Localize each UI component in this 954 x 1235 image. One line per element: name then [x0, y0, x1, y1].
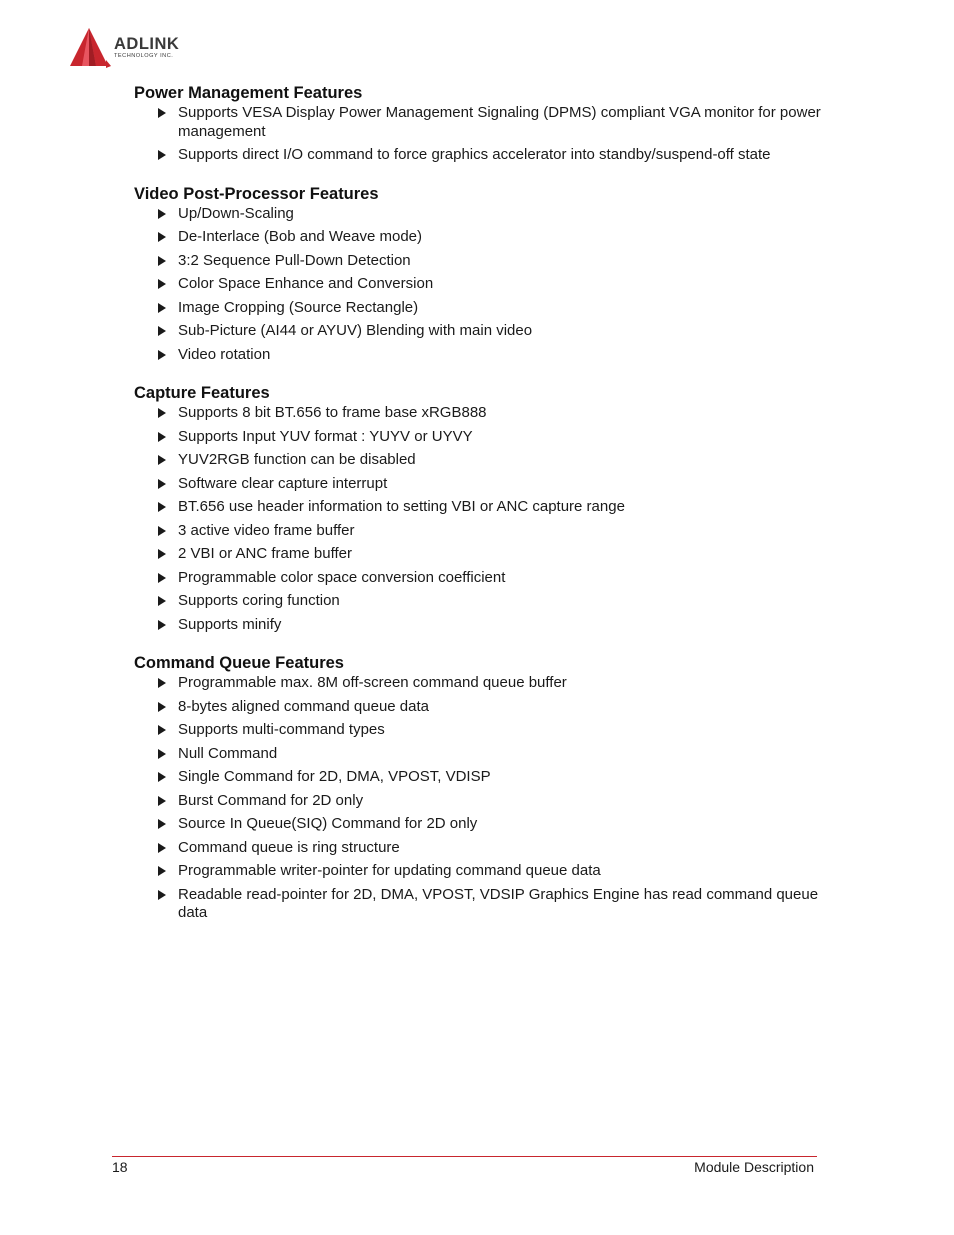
triangle-bullet-icon — [158, 279, 166, 289]
list-item-text: Supports Input YUV format : YUYV or UYVY — [178, 427, 473, 445]
list-item — [134, 569, 824, 588]
triangle-bullet-icon — [158, 596, 166, 606]
list-item — [134, 862, 824, 881]
list-item — [134, 275, 824, 294]
triangle-bullet-icon — [158, 232, 166, 242]
list-item-text: Burst Command for 2D only — [178, 791, 364, 809]
list-item — [134, 792, 824, 811]
triangle-bullet-icon — [158, 150, 166, 160]
section-heading: Video Post-Processor Features — [134, 184, 379, 203]
triangle-bullet-icon — [158, 479, 166, 489]
triangle-bullet-icon — [158, 408, 166, 418]
logo-subtext: TECHNOLOGY INC. — [114, 53, 174, 59]
list-item-text: 3 active video frame buffer — [178, 521, 355, 539]
triangle-bullet-icon — [158, 303, 166, 313]
triangle-bullet-icon — [158, 702, 166, 712]
triangle-bullet-icon — [158, 772, 166, 782]
list-item-text: Single Command for 2D, DMA, VPOST, VDISP — [178, 768, 491, 785]
list-item — [134, 475, 824, 494]
section-heading: Command Queue Features — [134, 654, 344, 672]
list-item-text: Programmable max. 8M off-screen command queue buffer — [178, 674, 567, 691]
triangle-bullet-icon — [158, 725, 166, 735]
triangle-bullet-icon — [158, 432, 166, 442]
list-item-text: De-Interlace (Bob and Weave mode) — [178, 228, 423, 245]
list-item-text: Programmable writer-pointer for updating command queue data — [178, 862, 601, 879]
logo-wordmark: ADLINK — [114, 35, 180, 53]
section — [134, 184, 824, 365]
list-item-text: Supports direct I/O command to force graphics accelerator into standby/suspend-off state — [178, 146, 771, 163]
triangle-bullet-icon — [158, 502, 166, 512]
list-item — [134, 451, 824, 470]
list-item — [134, 616, 824, 635]
list-item-text: Readable read-pointer for 2D, DMA, VPOST, VDSIP Graphics Engine has read command queue data — [178, 885, 819, 921]
list-item-text: YUV2RGB function can be disabled — [178, 451, 416, 468]
list-item-text: BT.656 use header information to setting VBI or ANC capture range — [178, 498, 625, 515]
list-item-text: Supports coring function — [178, 592, 340, 609]
list-item — [134, 674, 824, 693]
triangle-bullet-icon — [158, 209, 166, 219]
bullet-list — [134, 674, 824, 923]
logo-triangle-icon — [70, 28, 112, 70]
list-item-text: Command queue is ring structure — [178, 838, 400, 856]
list-item — [134, 522, 824, 541]
triangle-bullet-icon — [158, 549, 166, 559]
list-item — [134, 592, 824, 611]
list-item — [134, 815, 824, 834]
bullet-list — [134, 205, 824, 365]
triangle-bullet-icon — [158, 256, 166, 266]
section — [134, 83, 824, 165]
section — [134, 383, 824, 634]
triangle-bullet-icon — [158, 526, 166, 536]
list-item-text: Programmable color space conversion coefficient — [178, 568, 506, 586]
list-item — [134, 146, 824, 165]
list-item — [134, 886, 824, 923]
bullet-list — [134, 104, 824, 165]
list-item — [134, 322, 824, 341]
list-item — [134, 205, 824, 224]
triangle-bullet-icon — [158, 843, 166, 853]
list-item-text: Supports multi-command types — [178, 721, 385, 738]
document-body — [134, 83, 824, 942]
list-item-text: Image Cropping (Source Rectangle) — [178, 298, 419, 316]
list-item — [134, 104, 824, 141]
triangle-bullet-icon — [158, 620, 166, 630]
list-item-text: Supports minify — [178, 615, 282, 633]
list-item-text: Software clear capture interrupt — [178, 474, 388, 492]
list-item-text: Sub-Picture (AI44 or AYUV) Blending with main video — [178, 322, 533, 339]
list-item-text: Video rotation — [178, 345, 271, 363]
list-item-text: Up/Down-Scaling — [178, 204, 294, 222]
triangle-bullet-icon — [158, 796, 166, 806]
list-item — [134, 428, 824, 447]
section-heading: Power Management Features — [134, 84, 363, 102]
triangle-bullet-icon — [158, 866, 166, 876]
company-logo — [70, 28, 210, 70]
list-item — [134, 545, 824, 564]
list-item — [134, 346, 824, 365]
list-item-text: 8-bytes aligned command queue data — [178, 697, 430, 715]
list-item-text: 3:2 Sequence Pull-Down Detection — [178, 251, 411, 269]
section — [134, 653, 824, 923]
list-item-text: Supports VESA Display Power Management Signaling (DPMS) compliant VGA monitor for power management — [178, 104, 821, 140]
list-item-text: 2 VBI or ANC frame buffer — [178, 545, 352, 562]
triangle-bullet-icon — [158, 326, 166, 336]
triangle-bullet-icon — [158, 678, 166, 688]
list-item — [134, 498, 824, 517]
triangle-bullet-icon — [158, 455, 166, 465]
list-item — [134, 745, 824, 764]
list-item — [134, 698, 824, 717]
list-item — [134, 252, 824, 271]
section-heading: Capture Features — [134, 384, 270, 402]
list-item — [134, 768, 824, 787]
list-item — [134, 839, 824, 858]
triangle-bullet-icon — [158, 890, 166, 900]
list-item-text: Source In Queue(SIQ) Command for 2D only — [178, 815, 478, 832]
list-item — [134, 299, 824, 318]
triangle-bullet-icon — [158, 819, 166, 829]
triangle-bullet-icon — [158, 573, 166, 583]
chapter-title: Module Description — [694, 1159, 814, 1175]
list-item-text: Supports 8 bit BT.656 to frame base xRGB888 — [178, 404, 487, 421]
triangle-bullet-icon — [158, 749, 166, 759]
list-item-text: Color Space Enhance and Conversion — [178, 275, 434, 292]
bullet-list — [134, 404, 824, 634]
footer-rule — [112, 1156, 817, 1157]
list-item-text: Null Command — [178, 744, 278, 762]
triangle-bullet-icon — [158, 350, 166, 360]
triangle-bullet-icon — [158, 108, 166, 118]
page-number: 18 — [112, 1159, 128, 1175]
list-item — [134, 228, 824, 247]
list-item — [134, 404, 824, 423]
list-item — [134, 721, 824, 740]
